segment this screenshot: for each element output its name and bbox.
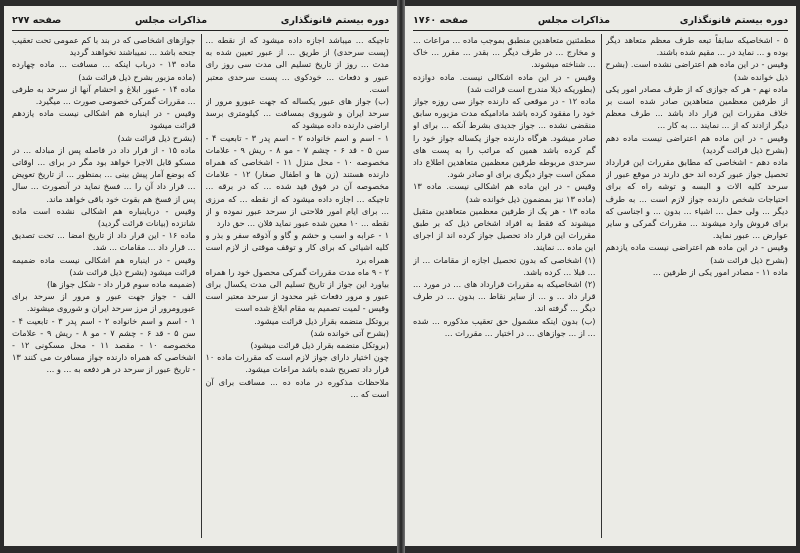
- right-page-number: صفحه ۱۷۶۰: [413, 14, 469, 26]
- paragraph: جوازهای اشخاصی که در بند با کم عمومی تحت تعقیب جنحه باشد ... نمیباشند نخواهند گردید: [12, 35, 196, 58]
- paragraph: (۱) اشخاصی که بدون تحصیل اجازه از مقامات ... از ... قبلا ... کرده باشد.: [413, 254, 596, 277]
- paragraph: ۱ - اسم و اسم خانواده ۲ - اسم پدر ۳ - تابعیت ۴ - سن ۵ - قد ۶ - چشم ۷ - مو ۸ - ریش ۹ - علامات مخصوصه ۱۰ - محل منزل ۱۱ - اشخاصی که همراه دارنده هستند (زن ها و اطفال صغار) ۱۲ - علامات مخصوصه آن در فوق قید شده ... که در برقه ... تاجیکه ... اجازه داده میشود که از نقطه ... که مرزی ... برای ایام امور فلاحتی از سرحد عبور نموده و از نقطه ... ۱۰ معین شده عبور نماید فلان ... حق دارد: [205, 132, 389, 229]
- left-page-running-title: مذاکرات مجلس: [134, 14, 208, 26]
- paragraph: وقیس - در این ماده اشکالی نیست. ماده دوازده (بطوریکه ذیلا مندرج است قرائت شد): [413, 71, 596, 94]
- paragraph: ماده دهم - اشخاصی که مطابق مقررات این قرارداد تحصیل جواز عبور کرده اند حق دارند در موقع عبور از سرحد کلیه الات و البسه و توشه راه که برای احتیاجات شخص دارنده جواز لازم است ... به طرف دیگر ... ولی حمل ... اشیاء ... بدون ... و اجناسی که برای فروش وارد میشوند ... مقررات گمرکی و سایر عوارض ... عبور نماید.: [605, 157, 788, 241]
- paragraph: ۱ - عرابه و اسب و حشم و گاو و آذوقه سفر و بذر و کلیه اشیائی که برای کار و توقف موقتی از لازم است همراه برد: [205, 230, 389, 265]
- paragraph: وقیس - در این ماده هم اعتراضی نشده است. (بشرح ذیل خوانده شد): [605, 59, 788, 82]
- paragraph: (بشرح آتی خوانده شد): [310, 327, 389, 338]
- left-page-column-2: [12, 34, 196, 538]
- paragraph: تاجیکه ... میباشد اجازه داده میشود که از نقطه ... (پست سرحدی) از طریق ... از عبور تعیین شده به مدت ... روز از تاریخ تسلیم الی مدت سی روز رای عبور و دفعات ... خودکوی ... پست سرحدی معتبر است.: [205, 35, 389, 94]
- paragraph: ماده ۱۲ - در موقعی که دارنده جواز سی روزه جواز خود را مفقود کرده باشد مادامیکه مدت مزبوره سابق منقضی نشده ... جواز جدیدی بشرط آنکه ... برای او صادر میشود. هرگاه دارنده جواز یکساله جواز خود را گم کرده باشد همین که مراتب را به پست های سرحدی مربوطه طرفین معظمین متعاهدین اطلاع داد ممکن است جواز دیگری برای او صادر شود.: [413, 96, 596, 180]
- paragraph: ماده نهم - هر که جوازی که از طرف مصادر امور یکی از طرفین معظمین متعاهدین صادر شده است بر خلاف مقررات این قرار داد باشد ... طرف معظم دیگر ازادند که از ... نمایند ... به کار ...: [605, 83, 788, 131]
- paragraph: (ب) جواز های عبور یکساله که جهت عبورو مرور از سرحد ایران و شوروی بمسافت ... کیلومتری برسد اراضی دارنده داده میشود که: [205, 96, 389, 131]
- paragraph: بروتکل منضمه بقرار ذیل قرائت میشود.: [254, 315, 389, 326]
- paragraph: ۲ - ۹ ماه مدت مقررات گمرکی محصول خود را همراه بیاورد این جواز از تاریخ تسلیم الی مدت یکسال برای عبور و مرور دفعات غیر محدود از سرحد معتبر است وقیس - لمیت تصمیم به مقام ابلاغ شده است: [205, 266, 389, 314]
- left-page-column-1: [206, 34, 390, 538]
- right-page-column-2: [413, 34, 596, 538]
- left-page-header: [12, 10, 389, 31]
- paragraph: (بشرح ذیل قرائت شد): [117, 132, 196, 143]
- left-page-number: صفحه ۲۷۷: [12, 14, 62, 26]
- paragraph: ماده ۱۳ - درباب اینکه ... مسافت ... ماده چهارده (ماده مزبور بشرح ذیل قرائت شد): [12, 59, 196, 82]
- paragraph: مطمئنین متعاهدین منطبق بموجب ماده ... مراعات ... و مخارج ... در طرف دیگر ... بقدر ... مقرر ... خاک ... شناخته میشوند.: [413, 35, 596, 70]
- paragraph: (ضمیمه ماده سوم قرار داد - شکل جواز ها): [46, 279, 196, 290]
- right-page: [405, 6, 796, 546]
- left-page-section-title: دوره بیستم قانونگذاری: [280, 14, 389, 26]
- paragraph: ملاحظات مذکوره در ماده ده ... مسافت برای آن است که ...: [205, 376, 389, 399]
- paragraph: ۵ - اشخاصیکه سابقاً تبعه طرف معظم متعاهد دیگر بوده و ... نماید در ... مقیم شده باشند.: [605, 35, 788, 58]
- paragraph: ماده ۱۴ - عبور ابلاغ و احشام آنها از سرحد به طرفی ... مقررات گمرکی خصوصی صورت ... میگیرد.: [12, 83, 196, 107]
- paragraph: (بروتکل منضمه بقرار ذیل قرائت میشود): [250, 340, 389, 351]
- left-page: [4, 6, 397, 546]
- paragraph: ماده ۱۳ - هر یک از طرفین معظمین متعاهدین متقبل میشوند که فقط به افراد اشخاص ذیل که بر طبق مقررات این قرار داد تحصیل جواز کرده اند از اجرای این ماده ... نمایند.: [413, 205, 596, 253]
- right-page-header: [413, 10, 788, 31]
- paragraph: وقیس - درباینباره هم اشکالی نشده است ماده شانزده (بیانات قرائت گردید): [12, 205, 196, 229]
- right-page-running-title: مذاکرات مجلس: [537, 14, 611, 26]
- left-page-columns: [12, 34, 389, 538]
- paragraph: وقیس - در اینباره هم اشکالی نیست ماده یازدهم قرائت میشود: [12, 108, 196, 131]
- right-page-columns: [413, 34, 788, 538]
- book-gutter: [397, 0, 405, 553]
- paragraph: ماده ۱۵ - از قرار داد در فاصله پس از مبادله ... در مسکو قابل الاجرا خواهد بود مگر در برای ... اوقاتی که بوضع آمار پیش بینی ... بمنظور ... از تاریخ تعویض ... قرار داد آن را ... فسخ نماید در آنصورت ... سال پس از فسخ هم بقوت خود باقی خواهد ماند.: [12, 144, 196, 204]
- paragraph: چون اختیار دارای جواز لازم است که مقررات ماده ۱۰ قرار داد تصریح شده باشد مراعات میشود.: [205, 352, 389, 375]
- paragraph: وقیس - در این ماده هم اشکالی نیست. ماده ۱۳ (ماده ۱۳ نیز بمضمون ذیل خوانده شد): [413, 181, 596, 204]
- paragraph: (ب) بدون اینکه مشمول حق تعقیب مذکوره ... شده ... از ... جوازهای ... در اختیار ... مقررات ...: [413, 315, 596, 338]
- paragraph: وقیس - در اینباره هم اشکالی نیست ماده ضمیمه قرائت میشود (بشرح ذیل قرائت شد): [12, 254, 196, 277]
- paragraph: ماده ۱۶ - این قرار داد از تاریخ امضا ... تحت تصدیق ... قرار داد ... مقامات ... شد.: [12, 230, 196, 253]
- paragraph: وقیس - در این ماده هم اعتراضی نیست ماده دهم (بشرح ذیل قرائت گردید): [605, 132, 788, 155]
- paragraph: (۲) اشخاصیکه به مقررات قرارداد های ... در مورد ... قرار داد ... و ... از سایر نقاط ... بدون ... در طرف دیگر ... گرفته اند.: [413, 279, 596, 314]
- paragraph: ماده ۱۱ - مصادر امور یکی از طرفین ...: [652, 266, 788, 277]
- paragraph: ۱ - اسم و اسم خانواده ۲ - اسم پدر ۳ - تابعیت ۴ - سن ۵ - قد ۶ - چشم ۷ - مو ۸ - ریش ۹ - علامات مخصوصه ۱۰ - مقصد ۱۱ - محل مسکونی ۱۲ - اشخاصی که همراه دارنده جواز مسافرت می کنند ۱۳ - تاریخ عبور از سرحد در هر دفعه به ... و ...: [12, 315, 196, 375]
- right-page-section-title: دوره بیستم قانونگذاری: [679, 14, 788, 26]
- paragraph: وقیس - در این ماده هم اعتراضی نیست ماده یازدهم (بشرح ذیل قرائت شد): [605, 242, 788, 265]
- right-page-column-1: [606, 34, 789, 538]
- paragraph: الف - جواز جهت عبور و مرور از سرحد برای عبورومرور از مرز سرحد ایران و شوروی میشوند.: [12, 291, 196, 314]
